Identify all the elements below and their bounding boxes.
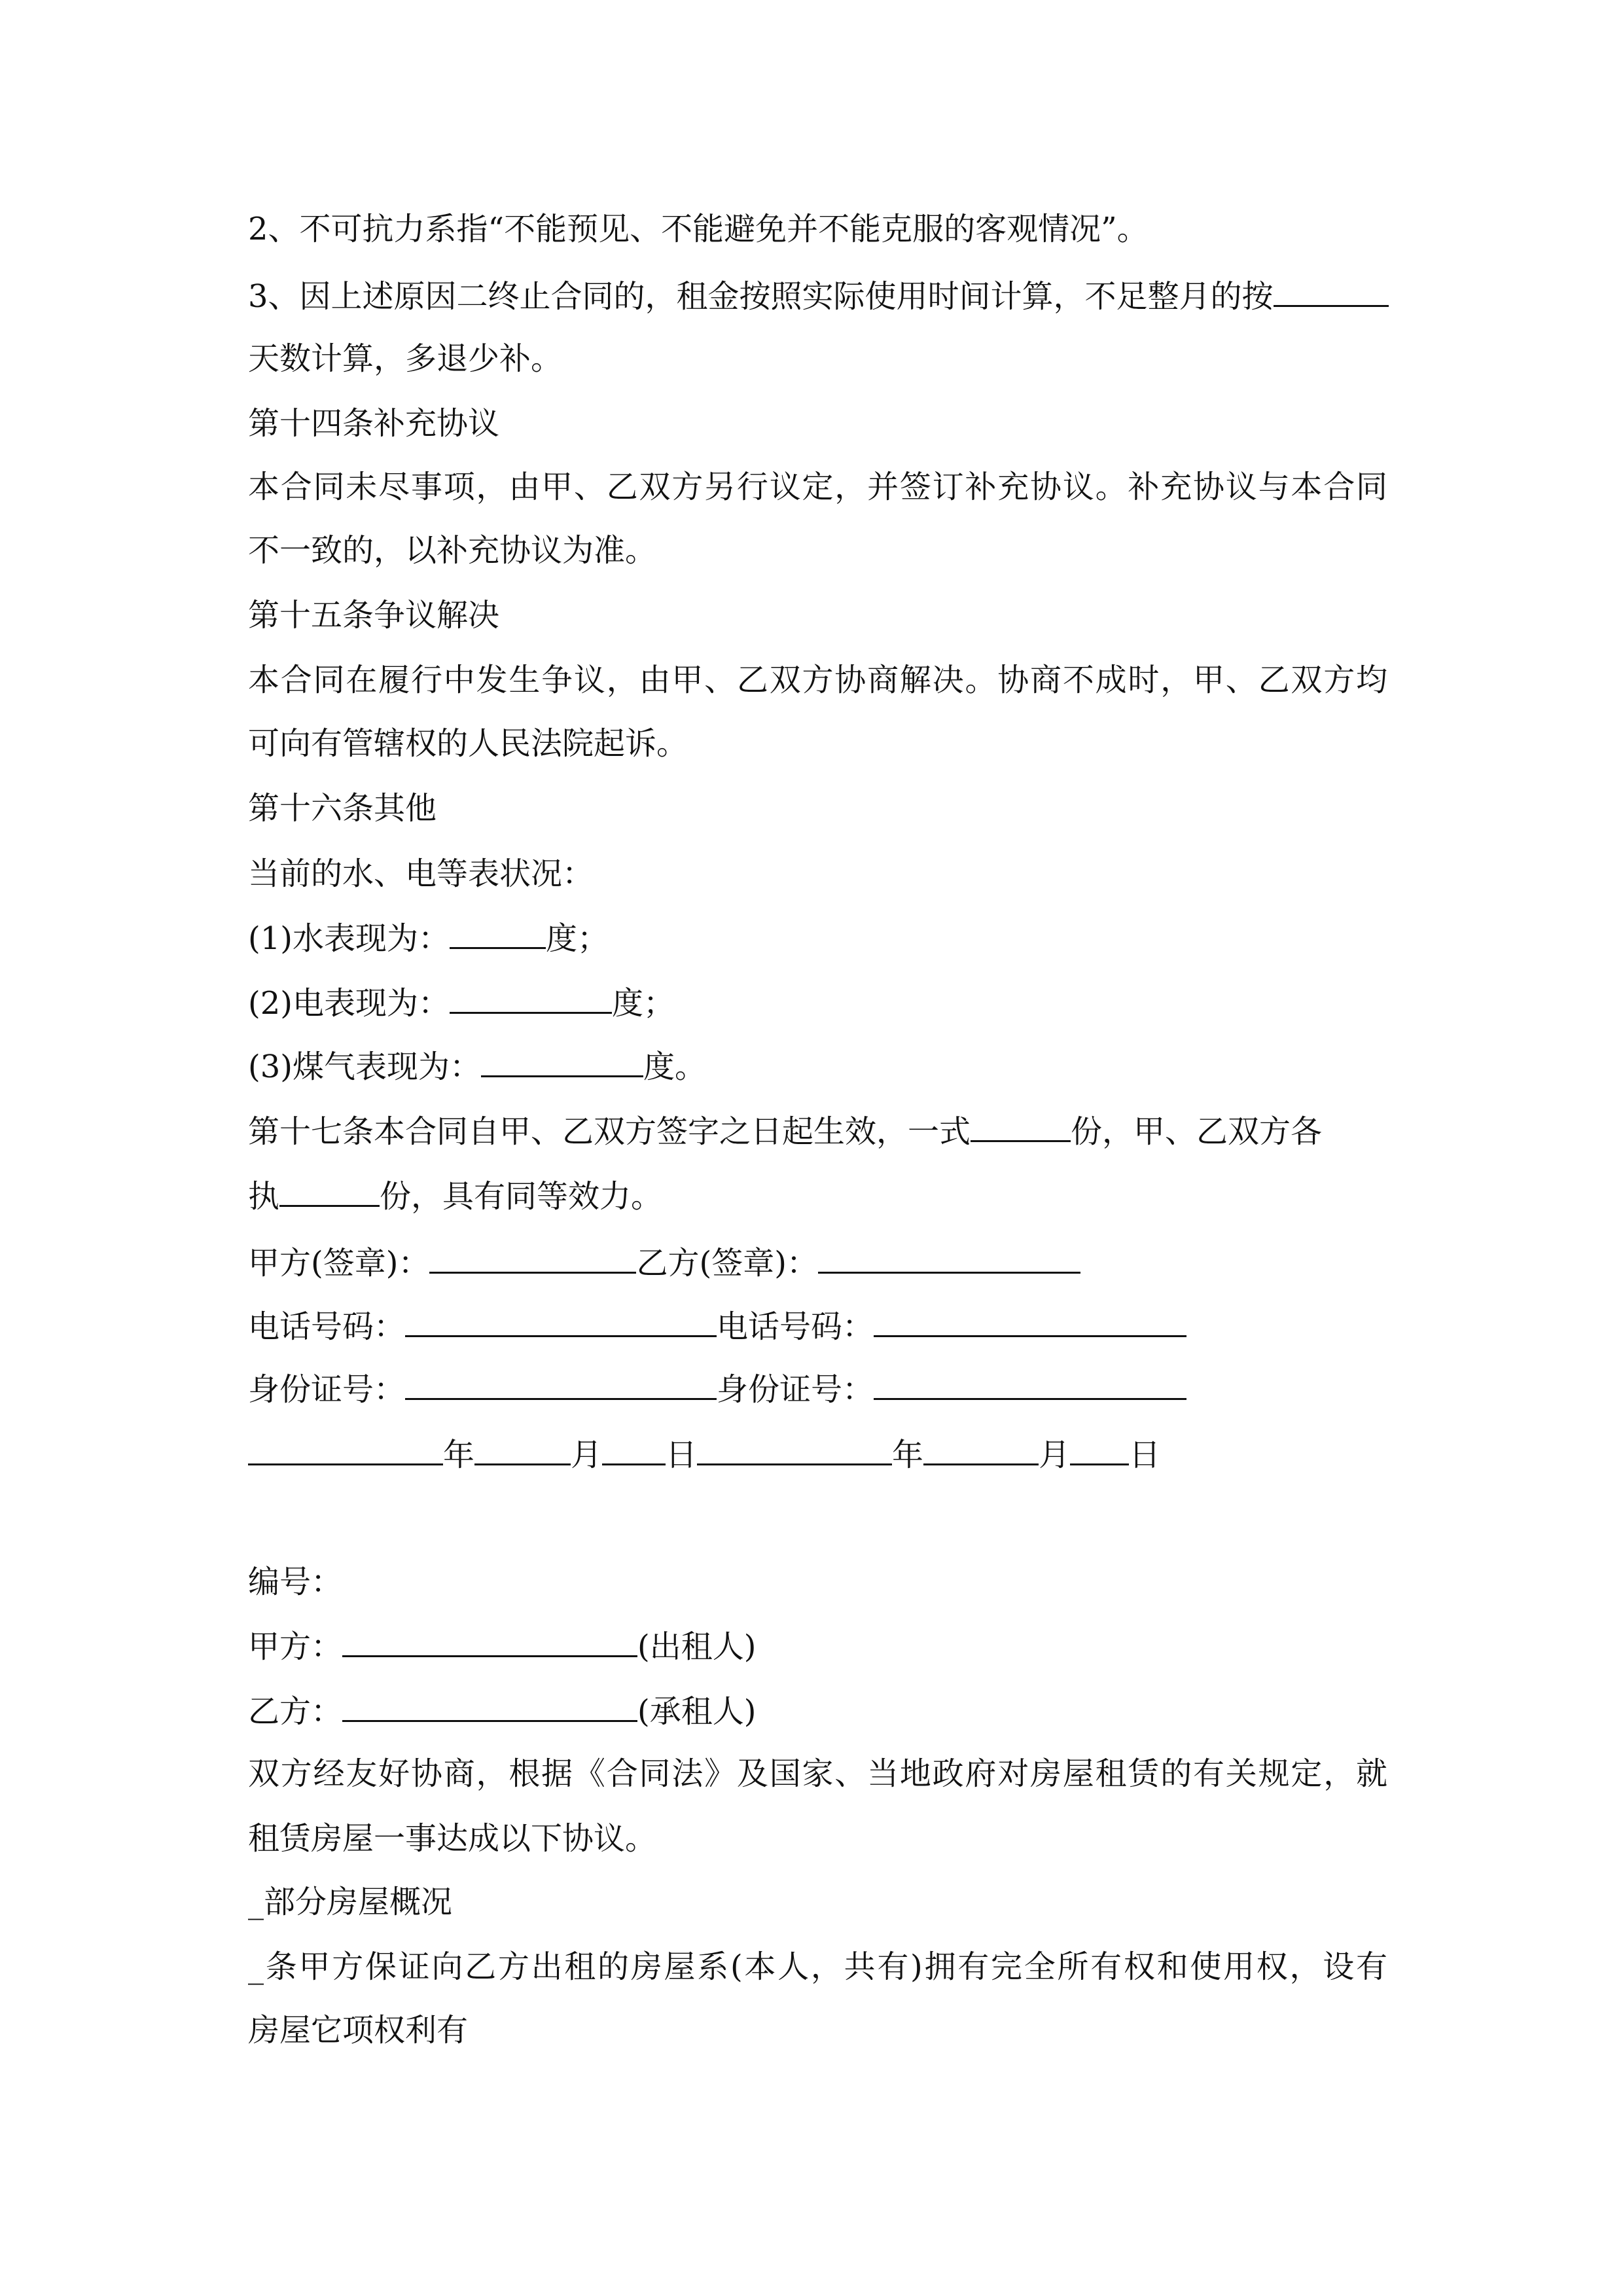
article-title: 第十六条其他 bbox=[248, 790, 437, 827]
text: 执 bbox=[248, 1178, 280, 1215]
text-line: 可向有管辖权的人民法院起诉。 bbox=[248, 725, 688, 762]
section-title: _部分房屋概况 bbox=[248, 1884, 453, 1920]
water-meter-line bbox=[248, 917, 609, 958]
text: 份，具有同等效力。 bbox=[380, 1178, 663, 1215]
year-blank[interactable] bbox=[248, 1433, 443, 1465]
party-a-id-blank[interactable] bbox=[405, 1368, 717, 1400]
text: 份，甲、乙双方各 bbox=[1071, 1113, 1323, 1150]
contract-number: 编号： bbox=[248, 1564, 343, 1600]
party-a-line bbox=[248, 1625, 756, 1666]
text-line: _条甲方保证向乙方出租的房屋系(本人，共有)拥有完全所有权和使用权，设有 bbox=[248, 1948, 1387, 1985]
label: 身份证号： bbox=[248, 1371, 406, 1408]
party-b-signature-blank[interactable] bbox=[818, 1242, 1080, 1274]
article-title: 第十四条补充协议 bbox=[248, 405, 500, 442]
text: 第十七条本合同自甲、乙双方签字之日起生效，一式 bbox=[248, 1113, 971, 1150]
copies-blank[interactable] bbox=[971, 1110, 1071, 1142]
unit: 度； bbox=[612, 985, 675, 1022]
label: 年 bbox=[443, 1437, 475, 1473]
day-blank[interactable] bbox=[1070, 1433, 1129, 1465]
label: 年 bbox=[892, 1437, 924, 1473]
label: 日 bbox=[1129, 1437, 1161, 1473]
party-b-id-blank[interactable] bbox=[874, 1368, 1186, 1400]
party-a-signature-blank[interactable] bbox=[429, 1242, 636, 1274]
text-line: 不一致的，以补充协议为准。 bbox=[248, 532, 657, 569]
copies-each-blank[interactable] bbox=[279, 1175, 380, 1207]
article-title: 第十五条争议解决 bbox=[248, 597, 500, 634]
text-line: 房屋它项权利有 bbox=[248, 2012, 469, 2049]
text-line: 本合同在履行中发生争议，由甲、乙双方协商解决。协商不成时，甲、乙双方均 bbox=[248, 662, 1387, 698]
gas-meter-blank[interactable] bbox=[481, 1045, 643, 1077]
water-meter-blank[interactable] bbox=[450, 917, 546, 949]
label: (1)水表现为： bbox=[248, 920, 450, 957]
blank-field[interactable] bbox=[1274, 275, 1389, 307]
day-blank[interactable] bbox=[602, 1433, 666, 1465]
party-a-name-blank[interactable] bbox=[342, 1625, 637, 1657]
month-blank[interactable] bbox=[923, 1433, 1039, 1465]
unit: 度； bbox=[546, 920, 609, 957]
gas-meter-line bbox=[248, 1045, 706, 1086]
signature-line bbox=[248, 1242, 1080, 1282]
electric-meter-blank[interactable] bbox=[450, 982, 612, 1014]
label: (承租人) bbox=[637, 1693, 757, 1730]
party-b-line bbox=[248, 1690, 756, 1731]
label: (2)电表现为： bbox=[248, 985, 450, 1022]
month-blank[interactable] bbox=[474, 1433, 571, 1465]
unit: 度。 bbox=[643, 1049, 707, 1085]
party-b-phone-blank[interactable] bbox=[874, 1305, 1186, 1337]
label: 甲方(签章)： bbox=[248, 1245, 430, 1282]
phone-line bbox=[248, 1305, 1186, 1346]
text-line: 双方经友好协商，根据《合同法》及国家、当地政府对房屋租赁的有关规定，就 bbox=[248, 1755, 1387, 1792]
label: 电话号码： bbox=[248, 1308, 406, 1345]
year-blank[interactable] bbox=[697, 1433, 892, 1465]
text-line bbox=[248, 1175, 662, 1215]
label: (出租人) bbox=[637, 1628, 757, 1665]
text-line bbox=[248, 275, 1389, 315]
label: 日 bbox=[666, 1437, 698, 1473]
electric-meter-line bbox=[248, 982, 675, 1022]
text-line: 天数计算，多退少补。 bbox=[248, 340, 563, 377]
text-line: 本合同未尽事项，由甲、乙双方另行议定，并签订补充协议。补充协议与本合同 bbox=[248, 469, 1387, 505]
text-line: 租赁房屋一事达成以下协议。 bbox=[248, 1820, 657, 1857]
party-a-phone-blank[interactable] bbox=[405, 1305, 717, 1337]
text-line bbox=[248, 1110, 1322, 1151]
text: 3、因上述原因二终止合同的，租金按照实际使用时间计算，不足整月的按 bbox=[248, 278, 1274, 315]
text-line: 2、不可抗力系指“不能预见、不能避免并不能克服的客观情况”。 bbox=[248, 211, 1149, 247]
text-line: 当前的水、电等表状况： bbox=[248, 855, 594, 892]
label: 甲方： bbox=[248, 1628, 343, 1665]
party-b-name-blank[interactable] bbox=[342, 1690, 637, 1722]
label: 月 bbox=[1039, 1437, 1071, 1473]
label: 乙方(签章)： bbox=[636, 1245, 818, 1282]
label: 月 bbox=[571, 1437, 603, 1473]
label: 乙方： bbox=[248, 1693, 343, 1730]
label: 电话号码： bbox=[717, 1308, 874, 1345]
date-line bbox=[248, 1433, 1160, 1474]
label: 身份证号： bbox=[717, 1371, 874, 1408]
id-line bbox=[248, 1368, 1186, 1408]
label: (3)煤气表现为： bbox=[248, 1049, 481, 1085]
